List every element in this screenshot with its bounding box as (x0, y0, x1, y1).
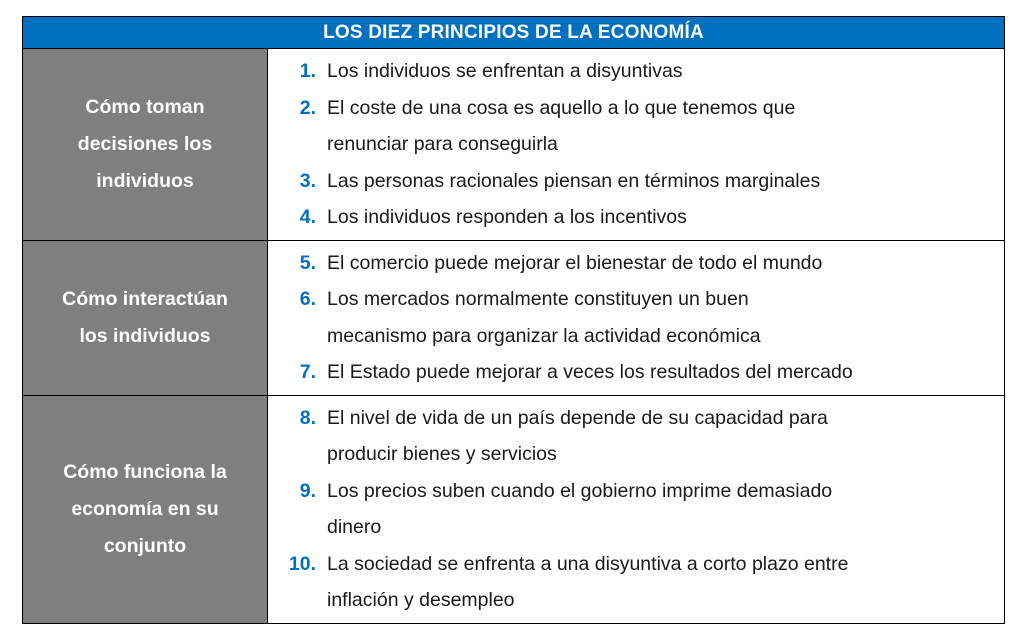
section-label-line: Cómo interactúan (62, 287, 228, 310)
principle-number: 9. (299, 479, 316, 502)
principle-number: 1. (299, 60, 316, 82)
principle-text (327, 546, 1004, 619)
principle-item (268, 53, 1004, 90)
principle-text-line: Las personas racionales piensan en términos marginales (327, 169, 821, 192)
principle-text-line: Los individuos se enfrentan a disyuntivas (327, 60, 683, 82)
section-label-line: conjunto (103, 534, 187, 557)
section-label-line: Cómo funciona la (63, 460, 227, 483)
section-label (23, 241, 268, 395)
section-label (23, 49, 268, 240)
table-section (23, 49, 1004, 241)
principle-text-line: dinero (327, 516, 382, 538)
principle-text-line: Los individuos responden a los incentivos (327, 206, 687, 228)
principles-list (268, 396, 1004, 623)
principle-text (327, 400, 1004, 473)
principle-text (327, 245, 1004, 282)
principle-text-line: El Estado puede mejorar a veces los resultados del mercado (327, 361, 853, 383)
principle-text-line: Los precios suben cuando el gobierno imprime demasiado (327, 479, 833, 502)
principle-text-line: mecanismo para organizar la actividad económica (327, 324, 761, 347)
principle-item (268, 400, 1004, 473)
principle-text (327, 281, 1004, 354)
principle-text (327, 354, 1004, 391)
section-label-text (63, 454, 227, 565)
principle-item (268, 281, 1004, 354)
principle-number: 6. (299, 288, 316, 310)
principle-item (268, 90, 1004, 163)
principle-number: 2. (299, 96, 316, 119)
principle-text-line: El nivel de vida de un país depende de su capacidad para (327, 406, 828, 429)
section-label-line: decisiones los (77, 132, 213, 155)
section-label-text (78, 89, 212, 200)
principle-number: 3. (299, 169, 316, 192)
principle-item (268, 245, 1004, 282)
principle-text (327, 163, 1004, 200)
principle-text (327, 90, 1004, 163)
principles-list (268, 49, 1004, 240)
table-section (23, 241, 1004, 396)
principle-text-line: El coste de una cosa es aquello a lo que tenemos que (327, 96, 796, 119)
section-label-line: individuos (96, 169, 194, 192)
principle-text (327, 199, 1004, 236)
principle-item (268, 163, 1004, 200)
principles-list (268, 241, 1004, 395)
principle-text-line: renunciar para conseguirla (327, 133, 558, 155)
table-title: LOS DIEZ PRINCIPIOS DE LA ECONOMÍA (23, 17, 1004, 49)
section-label (23, 396, 268, 623)
principle-number: 7. (299, 361, 316, 383)
principle-text-line: Los mercados normalmente constituyen un buen (327, 288, 749, 310)
principle-text-line: producir bienes y servicios (327, 443, 557, 465)
section-label-line: economía en su (71, 497, 219, 520)
principle-text (327, 473, 1004, 546)
principles-table (22, 16, 1005, 624)
principle-number: 8. (299, 406, 316, 429)
principle-item (268, 546, 1004, 619)
principle-item (268, 354, 1004, 391)
table-body (23, 49, 1004, 623)
principle-text-line: La sociedad se enfrenta a una disyuntiva a corto plazo entre (327, 552, 849, 575)
principle-item (268, 473, 1004, 546)
table-section (23, 396, 1004, 623)
principle-number: 5. (299, 251, 316, 274)
section-label-line: los individuos (79, 324, 211, 347)
principle-number: 4. (299, 206, 316, 228)
principle-text-line: El comercio puede mejorar el bienestar de todo el mundo (327, 251, 823, 274)
principle-number: 10. (288, 552, 316, 575)
section-label-text (62, 281, 228, 355)
principle-text (327, 53, 1004, 90)
principle-item (268, 199, 1004, 236)
section-label-line: Cómo toman (85, 95, 205, 118)
principle-text-line: inflación y desempleo (327, 589, 515, 611)
